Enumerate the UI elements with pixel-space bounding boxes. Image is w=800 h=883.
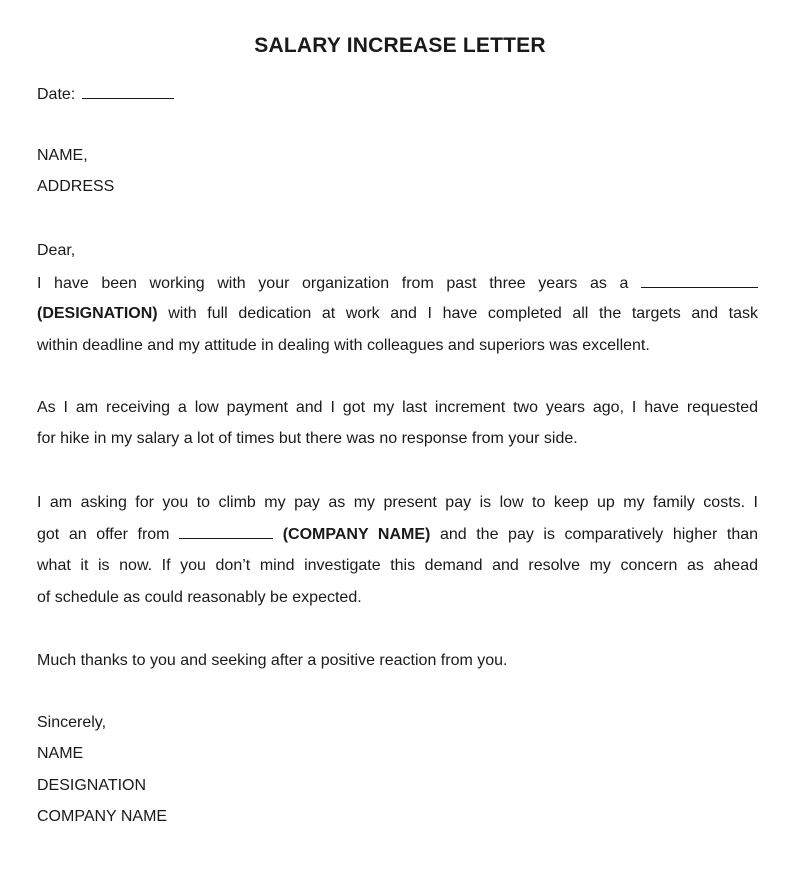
paragraph1-line3: within deadline and my attitude in dealing with colleagues and superiors was excellent. xyxy=(37,337,650,354)
recipient-address: ADDRESS xyxy=(37,178,115,195)
salutation: Dear, xyxy=(37,242,76,259)
date-line xyxy=(37,84,174,105)
sign-off: Sincerely, xyxy=(37,714,107,731)
company-blank xyxy=(179,524,273,539)
closing-name: NAME xyxy=(37,745,84,762)
date-blank xyxy=(82,84,174,99)
closing-company: COMPANY NAME xyxy=(37,808,168,825)
paragraph1-line1: I have been working with your organization from past three years as a xyxy=(37,273,758,294)
paragraph1-line2: (DESIGNATION) with full dedication at work and I have completed all the targets and task xyxy=(37,305,759,322)
designation-placeholder: (DESIGNATION) xyxy=(37,305,158,322)
paragraph3-line1: I am asking for you to climb my pay as my present pay is low to keep up my family costs. I xyxy=(37,494,758,511)
paragraph3-line2: got an offer from (COMPANY NAME) and the pay is comparatively higher than xyxy=(37,526,759,543)
paragraph2-line1: As I am receiving a low payment and I got my last increment two years ago, I have requested xyxy=(37,399,758,416)
recipient-name: NAME, xyxy=(37,147,88,164)
paragraph3-line3: what it is now. If you don’t mind investigate this demand and resolve my concern as ahead xyxy=(37,557,758,574)
paragraph3-line4: of schedule as could reasonably be expected. xyxy=(37,589,362,606)
company-name-placeholder: (COMPANY NAME) xyxy=(282,526,431,543)
page-title: SALARY INCREASE LETTER xyxy=(254,34,546,57)
designation-blank xyxy=(641,273,758,288)
paragraph2-line2: for hike in my salary a lot of times but there was no response from your side. xyxy=(37,430,578,447)
closing-designation: DESIGNATION xyxy=(37,777,147,794)
paragraph4: Much thanks to you and seeking after a positive reaction from you. xyxy=(37,652,508,669)
date-label: Date: xyxy=(37,86,76,103)
